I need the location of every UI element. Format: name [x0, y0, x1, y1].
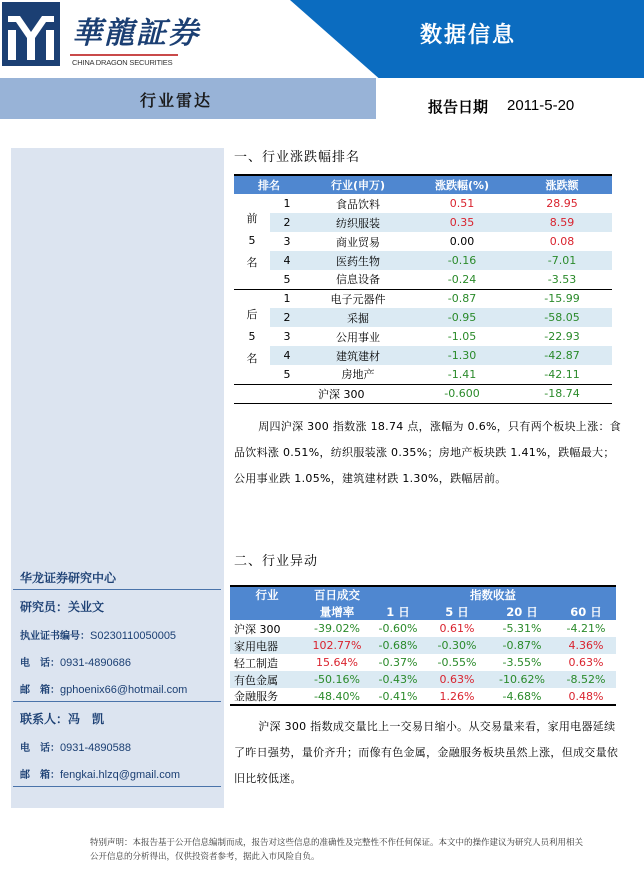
- researcher-label: 研究员：: [20, 600, 69, 614]
- industry-cell: 医药生物: [304, 251, 412, 270]
- table-row: [234, 232, 612, 251]
- research-center-title: 华龙证券研究中心: [20, 571, 117, 585]
- rank-cell: 5: [270, 365, 304, 384]
- researcher: [20, 598, 104, 615]
- d1-cell: -0.68%: [370, 637, 426, 654]
- rank-cell: 1: [283, 197, 291, 210]
- d1-cell: -0.60%: [378, 622, 418, 635]
- license-label: 执业证书编号：: [20, 631, 90, 642]
- d20-cell: -10.62%: [488, 671, 556, 688]
- group-label: [234, 289, 270, 384]
- d60-cell: 4.36%: [556, 637, 616, 654]
- vol-cell: -50.16%: [304, 671, 370, 688]
- phone-row: [20, 654, 131, 669]
- table-row: [234, 289, 612, 308]
- brand-name-cn: 華龍証券: [72, 16, 200, 51]
- pct-cell: -1.41: [412, 365, 512, 384]
- rank-cell: 1: [270, 289, 304, 308]
- chg-cell: -42.87: [512, 346, 612, 365]
- industry-cell: 电子元器件: [304, 289, 412, 308]
- chg-cell: -22.93: [544, 330, 580, 343]
- contact-phone-row: [20, 739, 131, 754]
- col-1d: 1 日: [370, 603, 426, 620]
- contact-person: [20, 710, 104, 727]
- group-label-char: 后: [246, 307, 258, 321]
- contact-label: 联系人：: [20, 712, 69, 726]
- contact-email-row: [20, 766, 180, 781]
- contact-name: 冯 凯: [68, 712, 105, 726]
- chg-cell: -58.05: [512, 308, 612, 327]
- section1-paragraph: 周四沪深 300 指数涨 18.74 点，涨幅为 0.6%，只有两个板块上涨：食品饮料涨 0.51%，纺织服装涨 0.35%；房地产板块跌 1.41%，跌幅最大；公用事业跌 1.05%，建筑建材跌 1.30%，跌幅居前。: [234, 420, 622, 485]
- rank-cell: 4: [270, 346, 304, 365]
- contact-phone-label: 电 话：: [20, 743, 60, 754]
- pct-cell: -1.05: [447, 330, 477, 343]
- group-label-char: 5: [248, 329, 256, 343]
- d1-cell: -0.43%: [370, 671, 426, 688]
- researcher-name: 关业文: [68, 600, 105, 614]
- contact-email-label: 邮 箱：: [20, 770, 60, 781]
- d5-cell: -0.55%: [437, 656, 477, 669]
- section2-paragraph: 沪深 300 指数成交量比上一交易日缩小。从交易量来看，家用电器延续了昨日强势，量价齐升；而像有色金属，金融服务板块虽然上涨，但成交量依旧比较低迷。: [234, 720, 619, 785]
- table-row: [234, 308, 612, 327]
- contact-email-link[interactable]: fengkai.hlzq@gmail.com: [60, 769, 180, 781]
- rank-cell: 3: [283, 330, 291, 343]
- d20-cell: -3.55%: [502, 656, 542, 669]
- banner-title: 数据信息: [420, 22, 517, 48]
- industry-cell: 公用事业: [336, 330, 380, 344]
- industry-cell: 沪深 300: [234, 622, 281, 636]
- report-date-value: 2011-5-20: [507, 97, 575, 114]
- table-row: [234, 213, 612, 232]
- pct-cell: 0.51: [449, 197, 475, 210]
- pct-cell: -0.24: [447, 272, 477, 286]
- d20-cell: -4.68%: [488, 688, 556, 705]
- industry-cell: 建筑建材: [304, 346, 412, 365]
- index-chg: -18.74: [512, 384, 612, 403]
- pct-cell: 0.35: [412, 213, 512, 232]
- industry-cell: 轻工制造: [234, 656, 278, 670]
- sidebar-divider: [13, 786, 221, 787]
- disclaimer: 特别声明：本报告基于公开信息编制而成，报告对这些信息的准确性及完整性不作任何保证。本文中的操作建议为研究人员利用相关公开信息的分析得出，仅供投资者参考，据此入市风险自负。: [90, 838, 584, 862]
- industry-cell: 家用电器: [230, 637, 304, 654]
- rank-cell: 2: [270, 213, 304, 232]
- report-subtitle: 行业雷达: [140, 91, 213, 110]
- dragon-logo-icon: [2, 2, 60, 66]
- col-pct: 涨跌幅(%): [412, 175, 512, 194]
- report-date-label: 报告日期: [428, 98, 489, 116]
- col-industry: 行业: [230, 586, 304, 620]
- table-row: [234, 270, 612, 289]
- contact-phone-value: 0931-4890588: [60, 742, 131, 754]
- license-row: [20, 627, 176, 642]
- section1-title: 一、行业涨跌幅排名: [234, 150, 361, 165]
- col-volume-line1: 百日成交: [304, 586, 370, 603]
- chg-cell: -3.53: [547, 272, 577, 286]
- rank-cell: 5: [283, 272, 291, 286]
- group-label: [234, 194, 270, 289]
- section2-title: 二、行业异动: [234, 554, 319, 569]
- d1-cell: -0.37%: [378, 656, 418, 669]
- chg-cell: -7.01: [512, 251, 612, 270]
- table-row: [230, 637, 616, 654]
- license-value: S0230110050005: [90, 630, 177, 642]
- phone-label: 电 话：: [20, 658, 60, 669]
- table-row: [234, 346, 612, 365]
- rank-cell: 2: [270, 308, 304, 327]
- col-20d: 20 日: [488, 603, 556, 620]
- industry-movement-table: [230, 585, 616, 706]
- pct-cell: 0.00: [449, 235, 475, 248]
- chg-cell: 28.95: [546, 197, 578, 210]
- d60-cell: 0.48%: [556, 688, 616, 705]
- pct-cell: -0.95: [412, 308, 512, 327]
- d1-cell: -0.41%: [370, 688, 426, 705]
- col-rank: 排名: [234, 175, 304, 194]
- d60-cell: -4.21%: [566, 622, 606, 635]
- d5-cell: 0.61%: [439, 622, 475, 635]
- col-5d: 5 日: [426, 603, 488, 620]
- group-label-char: 名: [246, 256, 258, 270]
- sidebar-divider: [13, 701, 221, 702]
- company-logo: [2, 2, 60, 66]
- table-row: [234, 194, 612, 213]
- vol-cell: 102.77%: [304, 637, 370, 654]
- chg-cell: -42.11: [512, 365, 612, 384]
- d5-cell: -0.30%: [426, 637, 488, 654]
- vol-cell: 15.64%: [316, 656, 358, 669]
- table-row: [230, 620, 616, 637]
- vol-cell: -39.02%: [314, 622, 360, 635]
- table-row: [230, 671, 616, 688]
- industry-cell: 食品饮料: [336, 197, 380, 211]
- email-row: [20, 681, 187, 696]
- table-row: [234, 327, 612, 346]
- group-label-char: 名: [246, 351, 258, 365]
- email-link[interactable]: gphoenix66@hotmail.com: [60, 684, 188, 696]
- d60-cell: 0.63%: [568, 656, 604, 669]
- brand-name-en: CHINA DRAGON SECURITIES: [72, 58, 173, 67]
- industry-cell: 信息设备: [336, 273, 380, 287]
- d20-cell: -0.87%: [488, 637, 556, 654]
- industry-cell: 房地产: [304, 365, 412, 384]
- group-label-char: 前: [246, 212, 258, 226]
- table-row: [234, 365, 612, 384]
- index-total-row: [234, 384, 612, 403]
- pct-cell: -0.16: [412, 251, 512, 270]
- pct-cell: -0.87: [412, 289, 512, 308]
- index-name: 沪深 300: [304, 384, 412, 403]
- col-chg: 涨跌额: [512, 175, 612, 194]
- rank-cell: 4: [270, 251, 304, 270]
- table-row: [230, 688, 616, 705]
- col-60d: 60 日: [556, 603, 616, 620]
- chg-cell: 0.08: [549, 235, 575, 248]
- d60-cell: -8.52%: [556, 671, 616, 688]
- industry-cell: 金融服务: [230, 688, 304, 705]
- industry-ranking-table: [234, 174, 612, 404]
- d20-cell: -5.31%: [502, 622, 542, 635]
- rank-cell: 3: [283, 235, 291, 248]
- table-row: [234, 251, 612, 270]
- d5-cell: 0.63%: [426, 671, 488, 688]
- industry-cell: 有色金属: [230, 671, 304, 688]
- chg-cell: 8.59: [512, 213, 612, 232]
- table-header-row: [230, 586, 616, 603]
- industry-cell: 纺织服装: [304, 213, 412, 232]
- contact-sidebar: [11, 148, 224, 808]
- brand-underline: [70, 54, 178, 56]
- col-returns-group: 指数收益: [370, 586, 616, 603]
- table-row: [230, 654, 616, 671]
- email-label: 邮 箱：: [20, 685, 60, 696]
- sidebar-divider: [13, 589, 221, 590]
- col-volume-line2: 量增率: [304, 603, 370, 620]
- d5-cell: 1.26%: [426, 688, 488, 705]
- index-pct: -0.600: [412, 384, 512, 403]
- phone-value: 0931-4890686: [60, 657, 131, 669]
- industry-cell: 商业贸易: [336, 235, 380, 249]
- group-label-char: 5: [248, 234, 256, 248]
- table-header-row: [234, 175, 612, 194]
- vol-cell: -48.40%: [304, 688, 370, 705]
- pct-cell: -1.30: [412, 346, 512, 365]
- industry-cell: 采掘: [304, 308, 412, 327]
- chg-cell: -15.99: [512, 289, 612, 308]
- col-industry: 行业(申万): [304, 175, 412, 194]
